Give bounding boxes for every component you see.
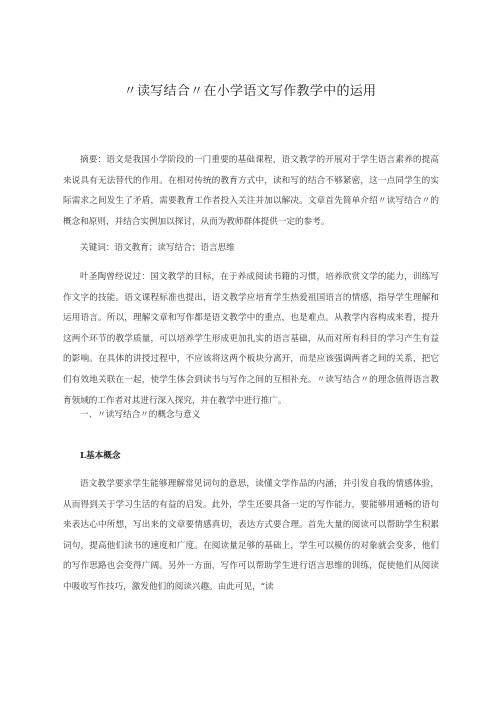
- body-paragraph-concept: 语文教学要求学生能够理解常见词句的意思，读懂文学作品的内涵，并引发自我的情感体验，从而得到关于学习生活的有益的启发。此外，学生还要具备一定的写作能力，要能够用通畅的语句来表达心中所想，写出来的文章要情感真切，表达方式要合理。首先大量的阅读可以帮助学生积累词句，提高他们读书的速度和广度。在阅读量足够的基础上，学生可以模仿的对象就会变多，他们的写作思路也会变得广阔。另外一方面，写作可以帮助学生进行语言思维的训练，促使他们从阅读中吸收写作技巧，激发他们的阅读兴趣。由此可见，“读: [63, 479, 439, 592]
- section-heading-1: 一、〃读写结合〃的概念与意义: [80, 410, 201, 420]
- document-title: 〃读写结合〃在小学语文写作教学中的运用: [123, 84, 377, 99]
- body-paragraph-intro: 叶圣陶曾经说过：国文教学的目标，在于养成阅读书籍的习惯，培养欣赏文学的能力，训练写作文字的技能。语文课程标准也提出，语文教学应培育学生热爱祖国语言的情感，指导学生理解和运用语言。所以，理解文章和写作都是语文教学中的重点，也是难点。从教学内容构成来看，提升这两个环节的教学质量，可以培养学生形成更加扎实的语言基础，从而对所有科目的学习产生有益的影响。在具体的讲授过程中，不应该将这两个板块分离开，而是应该强调两者之间的关系，把它们有效地关联在一起，使学生体会到读书与写作之间的互相补充。〃读写结合〃的理念值得语言教育领域的工作者对其进行深入探究，并在教学中进行推广。: [63, 272, 439, 406]
- abstract-paragraph: 摘要：语文是我国小学阶段的一门重要的基础课程，语文教学的开展对于学生语言素养的提高来说具有无法替代的作用。在相对传统的教育方式中，读和写的结合不够紧密，这一点同学生的实际需求之间发生了矛盾，需要教育工作者投入关注并加以解决。文章首先简单介绍〃读写结合〃的概念和原则，并结合实例加以探讨，从而为教师群体提供一定的参考。: [63, 155, 439, 227]
- keywords-line: 关键词：语文教育；读写结合；语言思维: [80, 243, 235, 253]
- subsection-heading-1: L基本概念: [80, 451, 121, 461]
